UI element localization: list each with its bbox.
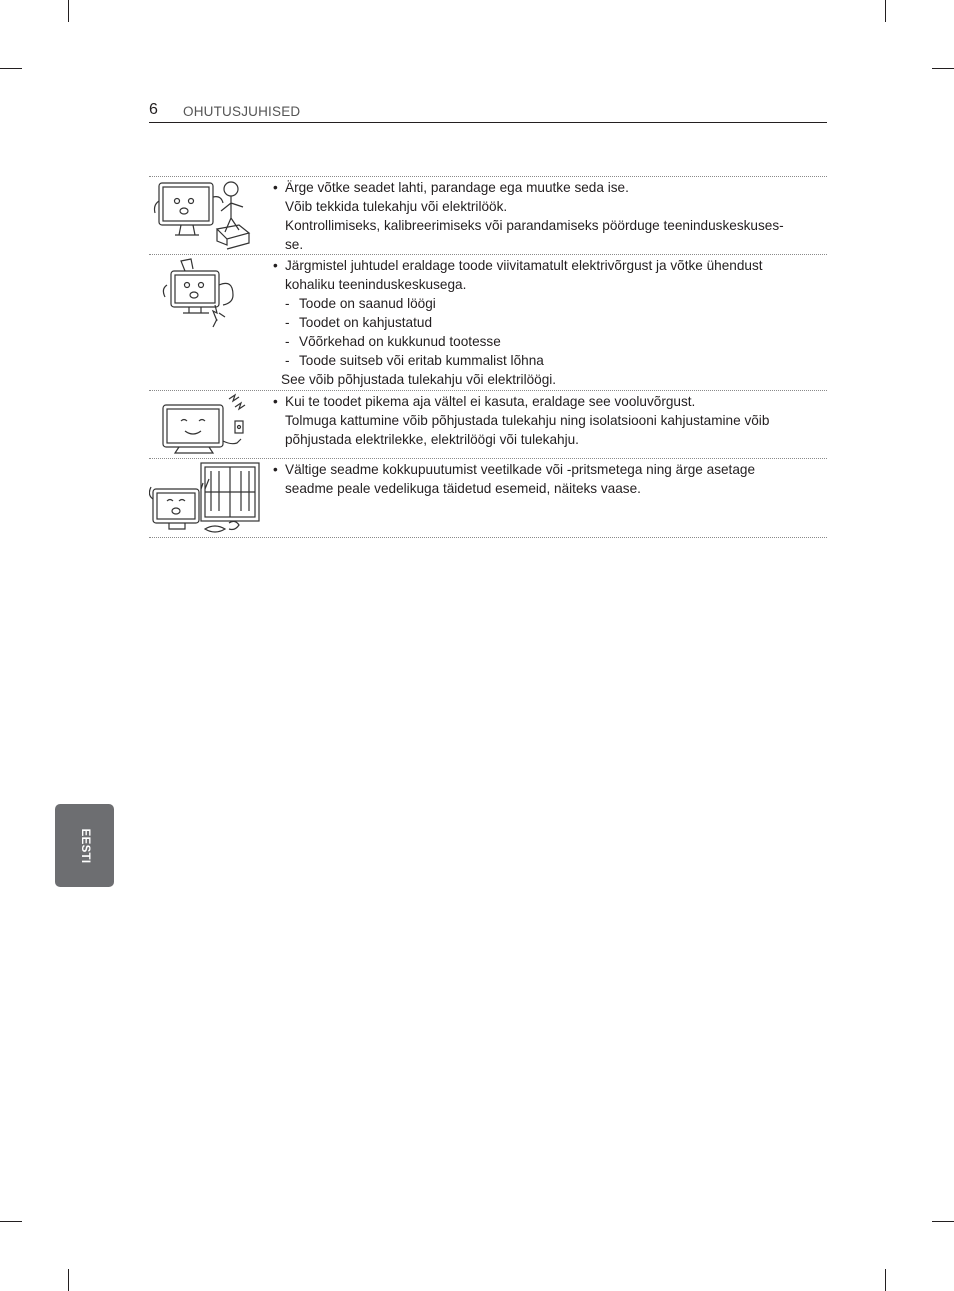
tv-unplug-long-idle-illustration <box>149 391 267 457</box>
crop-mark <box>885 1269 886 1291</box>
language-tab-label: EESTI <box>78 828 91 863</box>
crop-mark <box>0 68 22 69</box>
warning-text: See võib põhjustada tulekahju või elektrilöögi. <box>281 372 557 387</box>
warning-text: • Ärge võtke seadet lahti, parandage ega muutke seda ise. <box>269 178 827 197</box>
warning-text: seadme peale vedelikuga täidetud esemeid, näiteks vaase. <box>285 481 641 496</box>
crop-mark <box>0 1221 22 1222</box>
warning-text: Võib tekkida tulekahju või elektrilöök. <box>285 199 508 214</box>
warning-text: • Kui te toodet pikema aja vältel ei kasuta, eraldage see vooluvõrgust. <box>269 392 827 411</box>
safety-row <box>149 391 827 459</box>
page-number: 6 <box>149 101 158 118</box>
warning-text: Kontrollimiseks, kalibreerimiseks või parandamiseks pöörduge teeninduskeskuses- <box>285 218 784 233</box>
safety-row <box>149 255 827 391</box>
warning-text: põhjustada elektrilekke, elektrilöögi või tulekahju. <box>285 432 579 447</box>
safety-row <box>149 177 827 255</box>
tv-damaged-unplug-illustration <box>149 255 267 331</box>
warning-text: kohaliku teeninduskeskusega. <box>285 277 467 292</box>
crop-mark <box>68 0 69 22</box>
page-header <box>149 100 827 123</box>
warning-text: • Vältige seadme kokkupuutumist veetilkade või -pritsmetega ning ärge asetage <box>269 460 827 479</box>
warning-text: • Järgmistel juhtudel eraldage toode viivitamatult elektrivõrgust ja võtke ühendust <box>269 256 827 275</box>
tv-water-splash-illustration <box>149 459 267 537</box>
condition-item: - Toodet on kahjustatud <box>269 313 827 332</box>
crop-mark <box>932 1221 954 1222</box>
safety-row <box>149 459 827 538</box>
crop-mark <box>885 0 886 22</box>
crop-mark <box>68 1269 69 1291</box>
tv-repair-warning-illustration <box>149 177 267 254</box>
safety-instructions-table <box>149 176 827 538</box>
condition-item: - Võõrkehad on kukkunud tootesse <box>269 332 827 351</box>
warning-text: se. <box>285 237 304 252</box>
condition-item: - Toode on saanud löögi <box>269 294 827 313</box>
warning-text: Tolmuga kattumine võib põhjustada tulekahju ning isolatsiooni kahjustamine võib <box>285 413 770 428</box>
language-tab <box>55 804 114 887</box>
section-title: OHUTUSJUHISED <box>183 104 301 119</box>
crop-mark <box>932 68 954 69</box>
condition-item: - Toode suitseb või eritab kummalist lõhna <box>269 351 827 370</box>
